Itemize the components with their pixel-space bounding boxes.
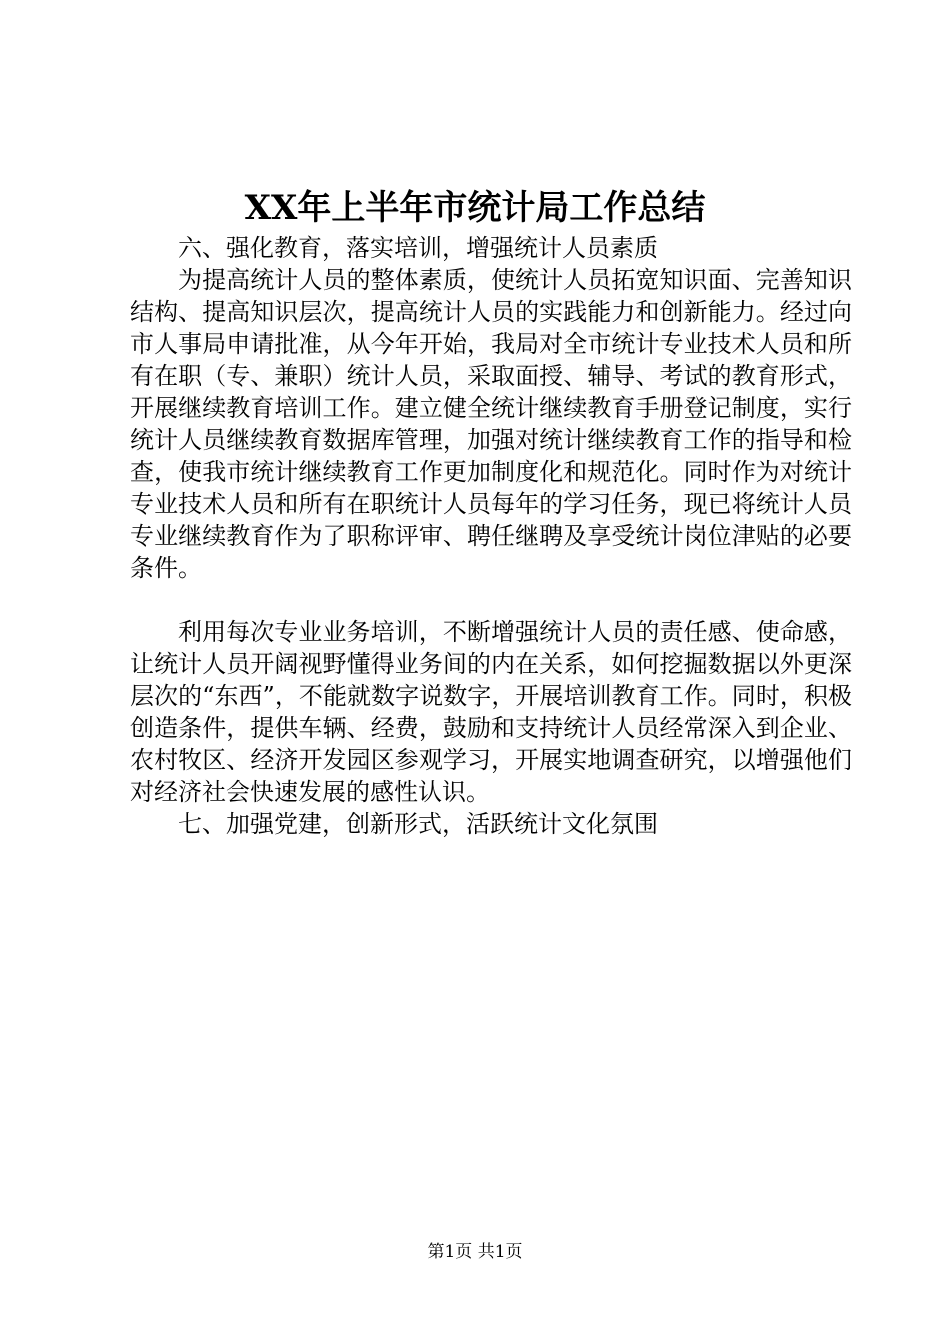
section-heading-seven: 七、加强党建，创新形式，活跃统计文化氛围 (178, 810, 658, 838)
page-footer: 第1页 共1页 (427, 1242, 523, 1262)
paragraph-professional-training: 利用每次专业业务培训，不断增强统计人员的责任感、使命感，让统计人员开阔视野懂得业务间的内在关系，如何挖掘数据以外更深层次的“东西”，不能就数字说数字，开展培训教育工作。同时，积极创造条件，提供车辆、经费，鼓励和支持统计人员经常深入到企业、农村牧区、经济开发园区参观学习，开展实地调查研究，以增强他们对经济社会快速发展的感性认识。 (130, 618, 852, 806)
document-body (130, 232, 852, 840)
paragraph-training: 为提高统计人员的整体素质，使统计人员拓宽知识面、完善知识结构、提高知识层次，提高统计人员的实践能力和创新能力。经过向市人事局申请批准，从今年开始，我局对全市统计专业技术人员和所有在职（专、兼职）统计人员，采取面授、辅导、考试的教育形式，开展继续教育培训工作。建立健全统计继续教育手册登记制度，实行统计人员继续教育数据库管理，加强对统计继续教育工作的指导和检查，使我市统计继续教育工作更加制度化和规范化。同时作为对统计专业技术人员和所有在职统计人员每年的学习任务，现已将统计人员专业继续教育作为了职称评审、聘任继聘及享受统计岗位津贴的必要条件。 (130, 266, 852, 582)
section-heading-six: 六、强化教育，落实培训，增强统计人员素质 (178, 234, 658, 262)
document-title: XX年上半年市统计局工作总结 (244, 188, 706, 228)
